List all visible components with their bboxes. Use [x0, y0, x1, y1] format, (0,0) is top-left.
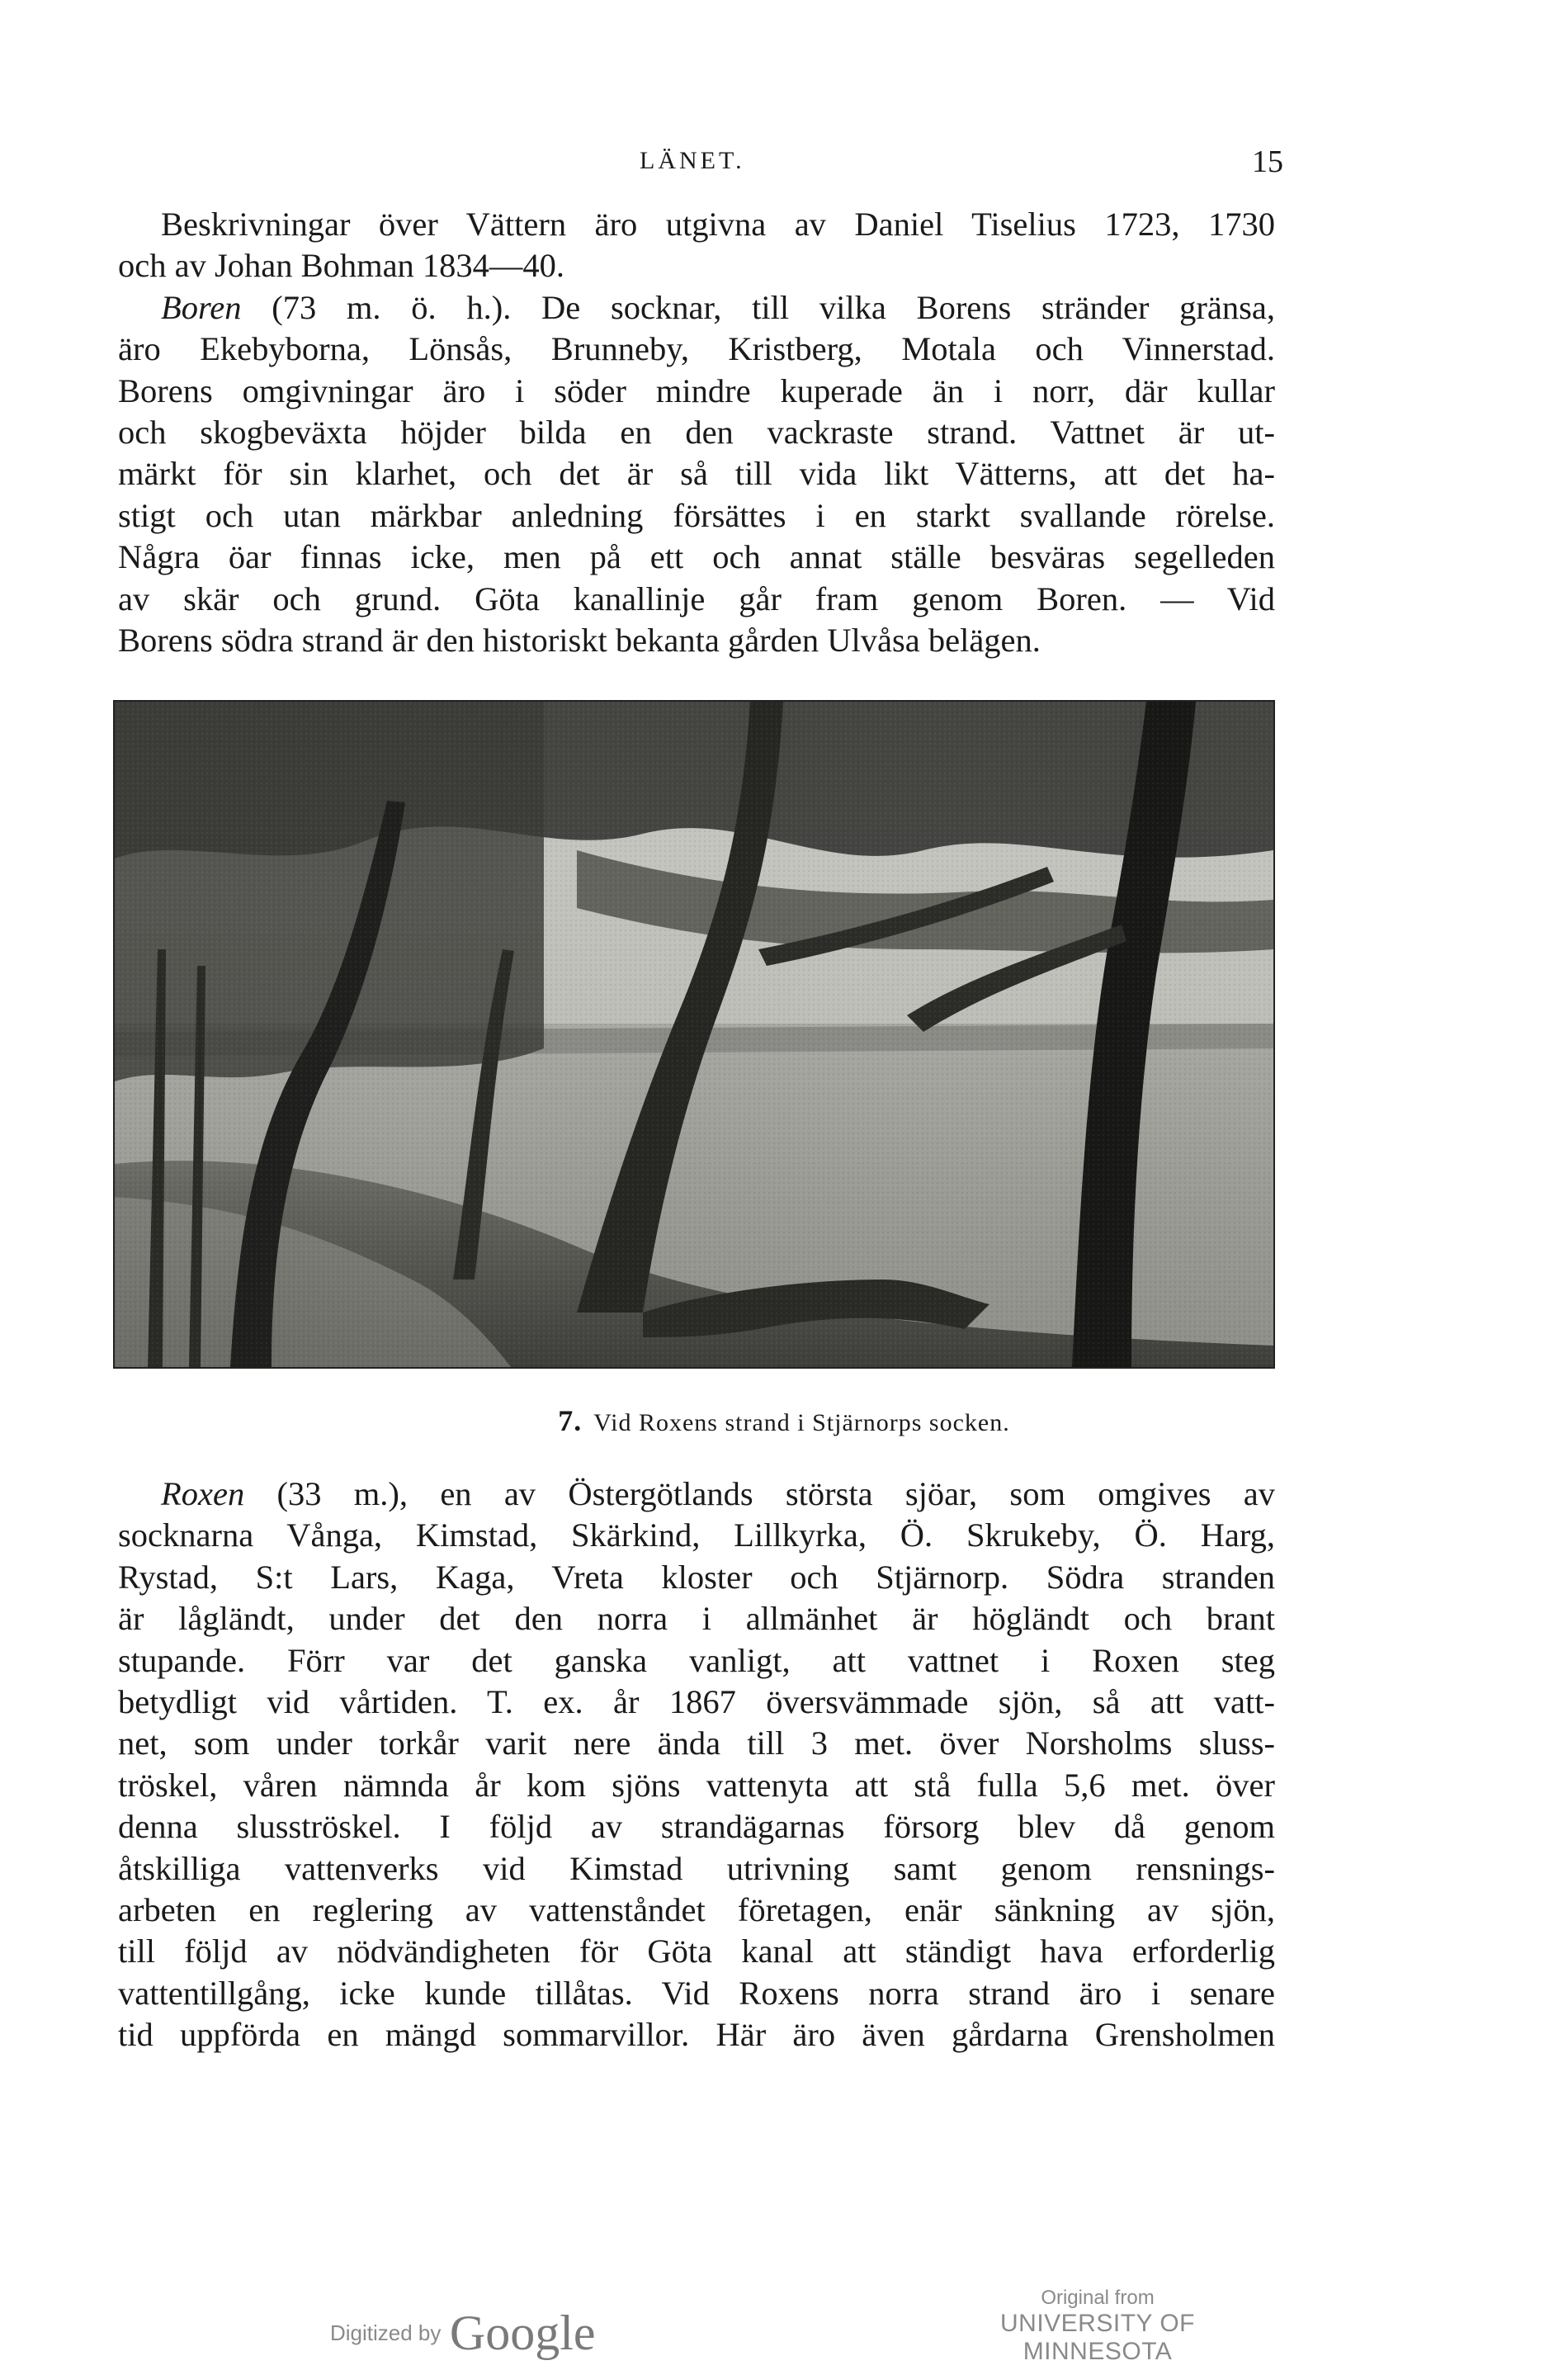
text-line-rest: (33 m.), en av Östergötlands största sjöar, som omgives av: [276, 1475, 1276, 1512]
text-line: tröskel, våren nämnda år kom sjöns vattenyta att stå fulla 5,6 met. över: [118, 1766, 1275, 1804]
text-line: till följd av nödvändigheten för Göta kanal att ständigt hava erforderlig: [118, 1932, 1275, 1970]
original-from-label: Original from: [1041, 2287, 1155, 2309]
text-line: socknarna Vånga, Kimstad, Skärkind, Lillkyrka, Ö. Skrukeby, Ö. Harg,: [118, 1516, 1275, 1554]
text-line: märkt för sin klarhet, och det är så till vida likt Vätterns, att det ha-: [118, 455, 1275, 493]
text-line: åtskilliga vattenverks vid Kimstad utrivning samt genom rensnings-: [118, 1849, 1275, 1887]
text-line: [118, 287, 1275, 329]
page-number: 15: [1252, 144, 1283, 179]
institution-name: UNIVERSITY OF MINNESOTA: [1000, 2310, 1195, 2365]
text-line: stigt och utan märkbar anledning försättes i en starkt svallande rörelse.: [118, 496, 1275, 534]
text-line: stupande. Förr var det ganska vanligt, att vattnet i Roxen steg: [118, 1641, 1275, 1679]
text-line: Några öar finnas icke, men på ett och annat ställe besväras segelleden: [118, 538, 1275, 576]
text-line: [118, 1474, 1275, 1515]
text-line: tid uppförda en mängd sommarvillor. Här äro även gårdarna Grensholmen: [118, 2016, 1275, 2054]
digitized-by-label: Digitized by: [330, 2320, 442, 2345]
google-logo: Google: [449, 2306, 596, 2360]
text-line: och skogbeväxta höjder bilda en den vackraste strand. Vattnet är ut-: [118, 413, 1275, 451]
text-line: av skär och grund. Göta kanallinje går fram genom Boren. — Vid: [118, 579, 1275, 617]
figure-caption-text: Vid Roxens strand i Stjärnorps socken.: [593, 1409, 1010, 1436]
text-line: är lågländt, under det den norra i allmänhet är högländt och brant: [118, 1600, 1275, 1638]
original-from-watermark: [933, 2287, 1263, 2366]
paragraph-roxen: [118, 1474, 1275, 2055]
text-line: arbeten en reglering av vattenståndet företagen, enär sänkning av sjön,: [118, 1890, 1275, 1928]
lake-name-roxen: Roxen: [161, 1475, 245, 1512]
running-head: [0, 144, 1568, 180]
running-title: LÄNET.: [640, 147, 745, 174]
text-line: net, som under torkår varit nere ända till 3 met. över Norsholms sluss-: [118, 1724, 1275, 1762]
lake-name-boren: Boren: [161, 288, 242, 326]
text-line: betydligt vid vårtiden. T. ex. år 1867 översvämmade sjön, så att vatt-: [118, 1682, 1275, 1720]
text-line: äro Ekebyborna, Lönsås, Brunneby, Kristberg, Motala och Vinnerstad.: [118, 330, 1275, 368]
photo-illustration: [115, 702, 1273, 1367]
text-line: vattentillgång, icke kunde tillåtas. Vid Roxens norra strand äro i senare: [118, 1974, 1275, 2012]
text-line: och av Johan Bohman 1834—40.: [118, 247, 565, 285]
figure-number: 7.: [558, 1404, 583, 1437]
text-line: Beskrivningar över Vättern äro utgivna av Daniel Tiselius 1723, 1730: [161, 206, 1275, 243]
text-line-rest: (73 m. ö. h.). De socknar, till vilka Borens stränder gränsa,: [272, 288, 1275, 326]
figure-photograph-pine-trees-shore: [113, 700, 1275, 1369]
paragraph-vattern-boren: [118, 204, 1275, 661]
digitized-by-watermark: [330, 2305, 596, 2362]
text-line: Borens omgivningar äro i söder mindre kuperade än i norr, där kullar: [118, 371, 1275, 409]
figure-caption: [0, 1403, 1568, 1438]
text-line: denna slusströskel. I följd av strandägarnas försorg blev då genom: [118, 1808, 1275, 1846]
text-line: Borens södra strand är den historiskt bekanta gården Ulvåsa belägen.: [118, 621, 1041, 659]
text-line: Rystad, S:t Lars, Kaga, Vreta kloster och Stjärnorp. Södra stranden: [118, 1558, 1275, 1596]
